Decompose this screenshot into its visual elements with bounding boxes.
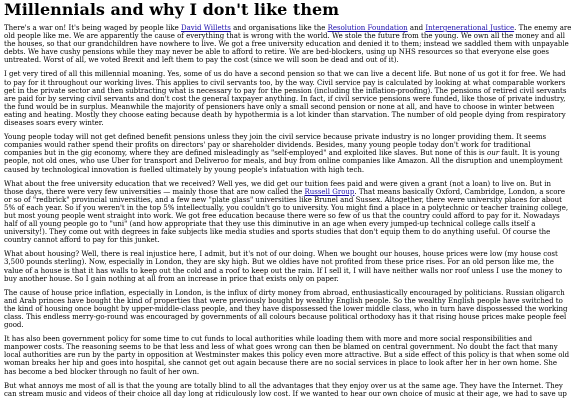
text-run: has become a bed blocker through no fault of her own. <box>4 367 200 376</box>
paragraph-line <box>4 110 566 119</box>
text-run: get in the private sector and then subtracting what is necessary to pay for the pension (including the inflation-proofing). The pensions of retired civil servants <box>4 86 567 95</box>
text-run: and <box>407 24 426 32</box>
paragraph-line <box>4 321 540 329</box>
text-run: untreated. Worst of all, we voted Brexit and left them to pay the cost (since we will soon be dead and out of it). <box>4 56 399 65</box>
text-run: eating and heating. Mostly they choose eating because death by hypothermia is a lot kinder than starvation. The number of old people dying from respiratory <box>4 110 566 119</box>
inline-link[interactable]: Russell Group <box>304 187 355 196</box>
inline-link[interactable]: David Willetts <box>181 24 231 32</box>
emphasis-text: our <box>486 149 500 158</box>
text-run: debts. We have cushy pensions while they may never be able to afford to retire. We are bed-blockers, using up NHS resources so that everyone else goes <box>4 48 549 57</box>
paragraph-line <box>4 94 566 103</box>
text-run: There's a war on! It's being waged by people like <box>4 24 182 32</box>
paragraph-line <box>4 133 547 142</box>
paragraph-line <box>4 40 569 49</box>
paragraph <box>4 70 567 128</box>
text-run: university!). They come out with degrees in fake subjects like media studies and sports studies that don't equip them to do anything useful. Of course the <box>4 228 551 237</box>
text-run: or so of "redbrick" provincial universities, and a few new "plate glass" universities like Brunel and Sussex. Altogether, there were university places for about <box>4 195 562 204</box>
paragraph-line <box>4 228 551 237</box>
text-run: and Arab princes have bought the kind of properties that were previously bought by wealthy English people. So the wealthy English people have switched to <box>4 296 563 305</box>
paragraph-line <box>4 313 567 321</box>
paragraph <box>4 381 567 398</box>
text-run: the fund would be in surplus. Meanwhile the majority of pensioners have only a small second pension or none at all, and have to choose in winter between <box>4 102 555 111</box>
paragraph-line <box>4 250 558 259</box>
paragraph-line <box>4 157 563 166</box>
paragraph-line <box>4 389 567 398</box>
paragraph-line <box>4 179 552 188</box>
text-run: local authorities are run by the party in opposition at Westminster makes this policy even more attractive. But a side effect of this policy is that when some old <box>4 351 570 360</box>
text-run: It has also been government policy for some time to cut funds to local authorities while loading them with more and more social responsibilities and <box>4 335 533 344</box>
paragraph-line <box>4 102 555 111</box>
text-run: But what annoys me most of all is that the young are totally blind to all the advantages that they enjoy over us at the same age. They have the Internet. They <box>4 381 563 390</box>
text-run: fault. It is young <box>499 149 560 158</box>
text-run: What about housing? Well, there is real injustice here, I admit, but it's not of our doing. When we bought our houses, house prices were low (my house cost <box>4 250 558 259</box>
text-run: diseases soars every winter. <box>4 119 104 128</box>
paragraph-line <box>4 48 549 57</box>
text-run: woman breaks her hip and goes into hospital, she cannot get out again because there are no social services in place to look after her in her own home. She <box>4 359 557 368</box>
text-run: 5% of each year. So if you weren't in the top 5% intellectually, you couldn't go to university. You might find a place in a polytechnic or teacher training college, <box>4 203 569 212</box>
paragraph <box>4 250 563 283</box>
paragraph-line <box>4 343 558 352</box>
text-run: good. <box>4 321 24 330</box>
text-run: buy another house. So I gain nothing at all from an increase in price that exists only on paper. <box>4 274 339 283</box>
paragraph-line <box>4 211 560 220</box>
paragraph-line <box>4 70 566 79</box>
text-run: and organisations like the <box>230 24 328 32</box>
paragraph <box>4 133 563 174</box>
text-run: Young people today will not get defined benefit pensions unless they join the civil service because private industry is no longer providing them. It seems <box>4 133 547 142</box>
text-run: can stream music and videos of their choice all day long at ridiculously low cost. If we wanted to hear our own choice of music at their age, we had to save up <box>4 389 567 398</box>
paragraph-line <box>4 304 568 313</box>
text-run: What about the free university education that we received? Well yes, we did get our tuition fees paid and were given a grant (not a loan) to live on. But in <box>4 179 552 188</box>
text-run: half of all young people go to "uni" (and how appropriate that they use this diminutive in an age when every jumped-up technical college calls itself a <box>4 220 536 229</box>
text-run: value of a house is that it has walls to keep out the cold and a roof to keep out the rain. If I sell it, I will have neither walls nor roof unless I use the money to <box>4 266 563 275</box>
paragraph-line <box>4 141 540 149</box>
paragraph <box>4 179 569 245</box>
paragraph-line <box>4 78 566 87</box>
paragraph-line <box>4 258 554 267</box>
text-run: I get very tired of all this millennial moaning. Yes, some of us do have a second pension so that we can live a decent life. But none of us got it for free. We had <box>4 70 566 79</box>
paragraph-line <box>4 24 571 32</box>
paragraph-line <box>4 220 540 228</box>
page-title: Millennials and why I don't like them <box>4 0 340 19</box>
paragraph-line <box>4 149 560 158</box>
paragraph <box>4 24 571 65</box>
article-body <box>4 24 571 398</box>
paragraph-line <box>4 236 540 244</box>
text-run: the houses, so that our grandchildren have nowhere to live. We got a free university education and denied it to them; instead we saddled them with unpayable <box>4 40 569 49</box>
text-run: . That means basically Oxford, Cambridge, London, a score <box>354 187 565 196</box>
paragraph <box>4 288 568 330</box>
text-run: but most young people went straight into work. We got free education because there were so few of us that the country could afford to pay for it. Nowadays <box>4 211 560 220</box>
text-run: 3,500 pounds sterling). Now, especially in London, they are sky high. But we oldies have not profited from these price rises. For an old person like me, the <box>4 258 554 267</box>
text-run: those days, there were very few universities — mainly those that are now called the <box>4 187 305 196</box>
inline-link[interactable]: Resolution Foundation <box>327 24 408 32</box>
text-run: caused by technological innovation is fuelled ultimately by young people's infatuation with high tech. <box>4 165 365 174</box>
text-run: class. This endless merry-go-round was encouraged by governments of all colours because political orthodoxy has it that rising house prices make people feel <box>4 313 567 321</box>
paragraph-line <box>4 351 570 360</box>
paragraph-line <box>4 335 540 343</box>
paragraph-line <box>4 275 540 283</box>
paragraph-line <box>4 266 563 275</box>
paragraph-line <box>4 195 562 204</box>
paragraph-line <box>4 288 565 297</box>
paragraph-line <box>4 359 557 368</box>
paragraph-line <box>4 119 540 127</box>
paragraph-line <box>4 187 565 196</box>
paragraph-line <box>4 56 540 64</box>
paragraph-line <box>4 32 566 41</box>
paragraph-line <box>4 381 563 390</box>
paragraph-line <box>4 203 569 212</box>
paragraph <box>4 335 570 376</box>
paragraph-line <box>4 86 567 95</box>
text-run: old people like me. We are apparently the cause of everything that is wrong with the world. We stole the future from the young. We own all the money and all <box>4 32 566 41</box>
text-run: The cause of house price inflation, especially in London, is the influx of dirty money from abroad, enthusiastically encouraged by politicians. Russian oligarch <box>4 288 565 297</box>
text-run: manpower costs. The reasoning seems to be that less and less of what goes wrong can then be blamed on central government. No doubt the fact that many <box>4 343 558 352</box>
text-run: the kind of housing once bought by upper-middle-class people, and they have dispossessed the lower middle class, who in turn have dispossessed the working <box>4 304 568 313</box>
text-run: to pay for it throughout our working lives. This applies to civil servants too, by the way. Civil service pay is calculated by looking at what comparable workers <box>4 78 566 87</box>
text-run: people, not old ones, who use Uber for transport and Deliveroo for meals, and buy from online companies like Amazon. All the disruption and unemployment <box>4 157 563 166</box>
paragraph-line <box>4 368 540 376</box>
text-run: companies would rather spend their profits on directors' pay or shareholder dividends. Besides, many young people today don't work for traditional <box>4 141 531 150</box>
inline-link[interactable]: Intergenerational Justice <box>425 24 515 32</box>
text-run: companies but in the gig economy, where they are defined misleadingly as "self-employed" and exploited like slaves. But none of this is <box>4 149 487 158</box>
text-run: . The enemy are <box>514 24 571 32</box>
paragraph-line <box>4 296 563 305</box>
text-run: are paid for by serving civil servants and don't cost the general taxpayer anything. In fact, if civil service pensions were funded, like those of private industry, <box>4 94 566 103</box>
text-run: country cannot afford to pay for this junket. <box>4 236 160 245</box>
paragraph-line <box>4 166 540 174</box>
